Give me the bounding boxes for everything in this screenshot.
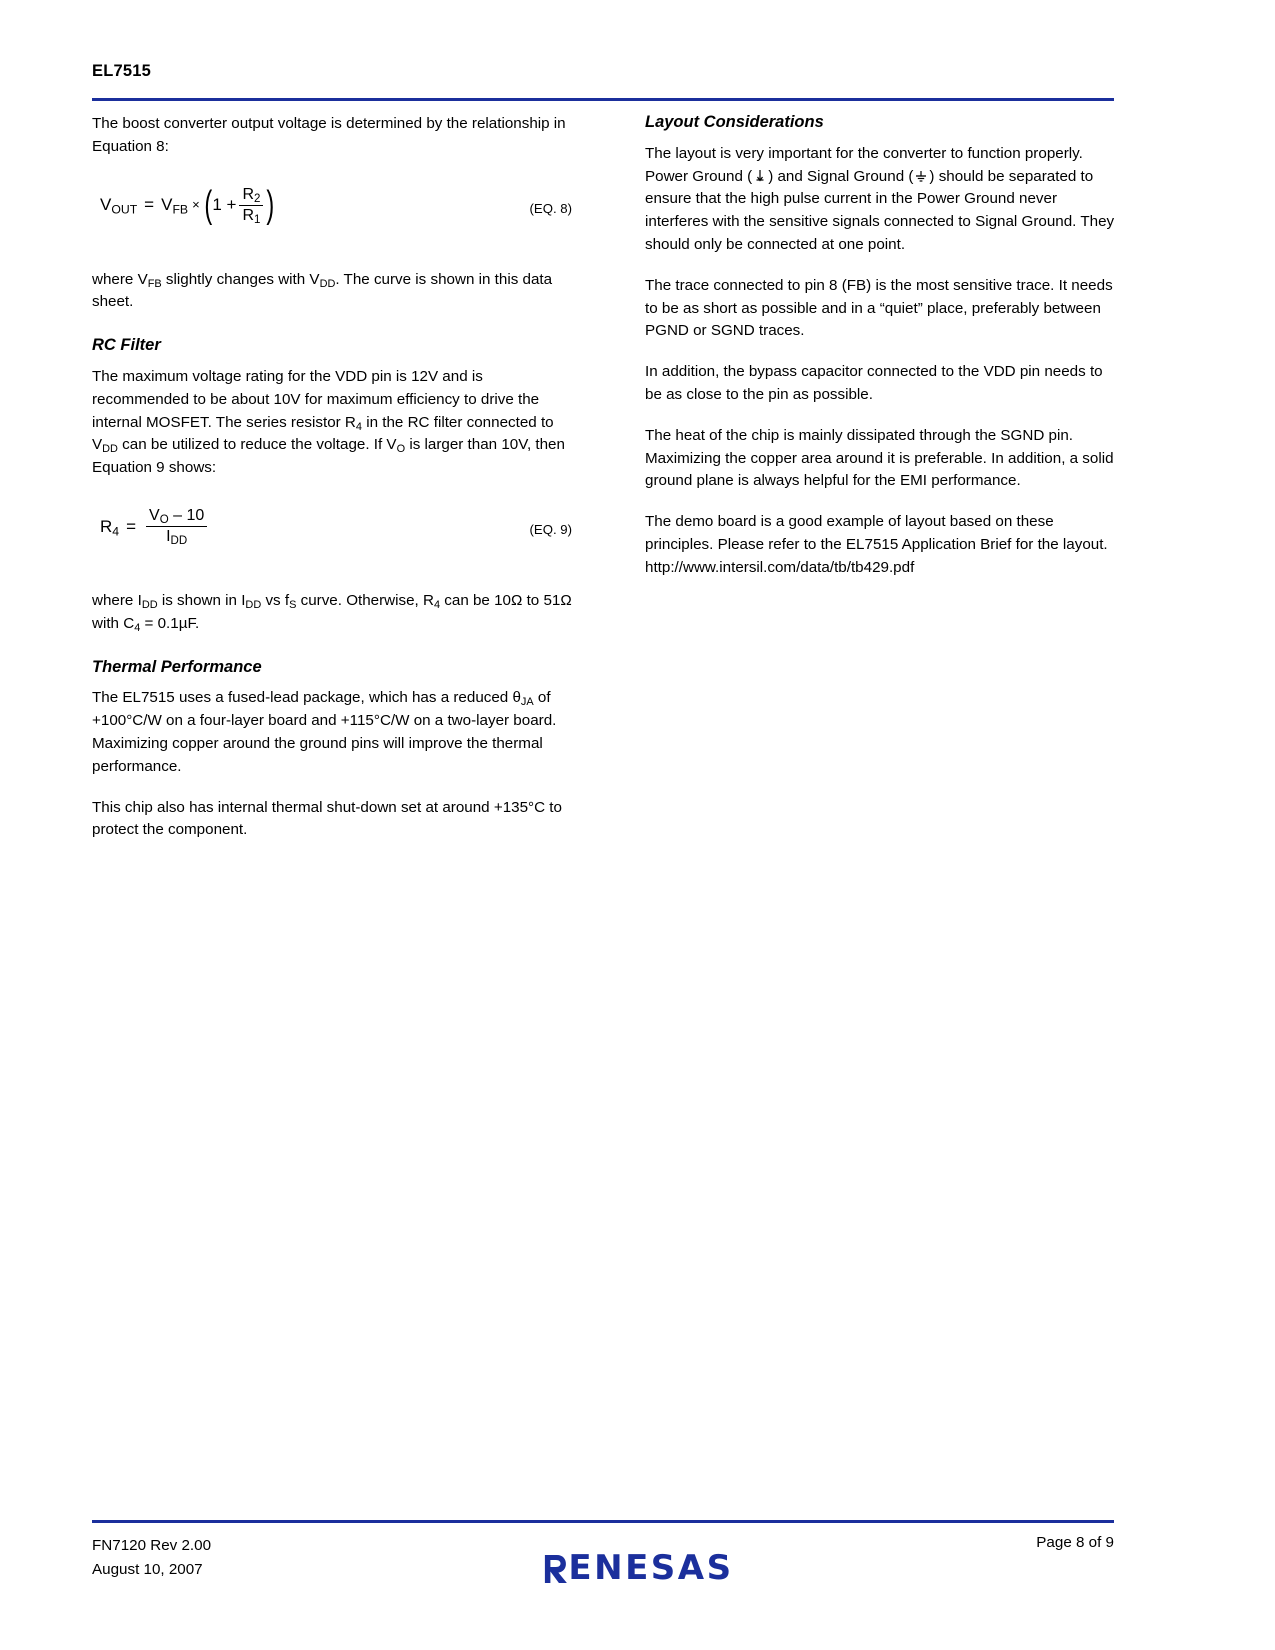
renesas-r-icon [541, 1553, 567, 1583]
rc-filter-paragraph: The maximum voltage rating for the VDD pin is 12V and is recommended to be about 10V for maximum efficiency to drive the internal MOSFET. The series resistor $R_4$ in the RC filter connected to $V_{DD}$ can be utilized to reduce the voltage. If $V_O$ is larger than 10V, then Equation 9 shows: [92, 367, 565, 477]
eq8-rhs-vfb: $V_{FB}$ [161, 195, 189, 217]
header-divider [92, 98, 1114, 101]
eq8-times: × [192, 197, 200, 213]
eq8-open-paren: ( [204, 184, 212, 227]
layout-paragraph-5: The demo board is a good example of layout based on these principles. Please refer to the EL7515 Application Brief for the layout. http://www.intersil.com/data/tb/tb429.pdf [645, 513, 1108, 576]
renesas-wordmark: ENESAS [568, 1548, 734, 1588]
eq9-fraction [146, 506, 207, 547]
footer-left [92, 1534, 211, 1581]
eq9-equals: = [126, 516, 137, 536]
eq8-close-paren: ) [266, 184, 275, 227]
eq9-numerator: $V_O - 10$ [149, 506, 205, 527]
thermal-performance-heading: Thermal Performance [92, 657, 262, 676]
layout-paragraph-4: The heat of the chip is mainly dissipated through the SGND pin. Maximizing the copper area around it is preferable. In addition, a solid ground plane is always helpful for the EMI performance. [645, 426, 1114, 490]
document-header [92, 62, 1182, 80]
renesas-logo [541, 1548, 733, 1588]
equation-8-body [100, 185, 275, 226]
left-column [92, 113, 572, 860]
eq9-denominator: $I_{DD}$ [166, 528, 188, 548]
layout-considerations-heading: Layout Considerations [645, 113, 824, 131]
layout-paragraph-1: The layout is very important for the converter to function properly. Power Ground ( ) and Signal Ground ( ) should be separated to ensure that the high pulse current in the Power Ground never interferes with the sensitive signals connected to Signal Ground. They should only be connected at one point. [645, 144, 1115, 253]
right-column [645, 113, 1115, 598]
part-number: EL7515 [92, 62, 151, 80]
equation-8 [92, 185, 572, 239]
rc-filter-heading: RC Filter [92, 336, 161, 355]
document-date: August 10, 2007 [92, 1560, 203, 1578]
after-equation-9-paragraph: where $I_{DD}$ is shown in $I_{DD}$ vs $f_S$ curve. Otherwise, $R_4$ can be 10Ω to 51Ω with $C_4 = 0.1\mu F$. [92, 591, 572, 634]
layout-paragraph-2: The trace connected to pin 8 (FB) is the most sensitive trace. It needs to be as short as possible and in a “quiet” place, preferably between PGND or SGND traces. [645, 276, 1113, 340]
power-ground-icon [752, 169, 768, 184]
equation-8-label: (EQ. 8) [529, 200, 572, 216]
page-number: Page 8 of 9 [1036, 1534, 1114, 1551]
after-equation-8-paragraph: where $V_{FB}$ slightly changes with $V_{DD}$. The curve is shown in this data sheet. [92, 270, 553, 311]
layout-paragraph-3: In addition, the bypass capacitor connected to the VDD pin needs to be as close to the pin as possible. [645, 363, 1103, 403]
eq8-numerator: $R_2$ [242, 185, 261, 205]
signal-ground-icon [913, 169, 929, 184]
eq8-equals: = [144, 195, 155, 215]
intro-paragraph: The boost converter output voltage is determined by the relationship in Equation 8: [92, 115, 566, 155]
thermal-paragraph-1: The EL7515 uses a fused-lead package, which has a reduced $\theta_{JA}$ of +100°C/W on a four-layer board and +115°C/W on a two-layer board. Maximizing copper around the ground pins will improve the thermal performance. [92, 689, 557, 775]
equation-9 [92, 506, 572, 560]
eq8-lhs: $V_{OUT}$ [100, 195, 138, 217]
eq8-fraction [239, 185, 263, 226]
equation-9-body [100, 506, 210, 547]
eq9-lhs: $R_4$ [100, 516, 120, 539]
thermal-paragraph-2: This chip also has internal thermal shut-down set at around +135°C to protect the component. [92, 798, 562, 839]
document-number: FN7120 Rev 2.00 [92, 1537, 212, 1554]
footer-divider [92, 1520, 1114, 1523]
equation-9-label: (EQ. 9) [529, 521, 572, 537]
eq8-denominator: $R_1$ [242, 206, 261, 227]
eq8-one-plus: 1 + [212, 195, 237, 215]
